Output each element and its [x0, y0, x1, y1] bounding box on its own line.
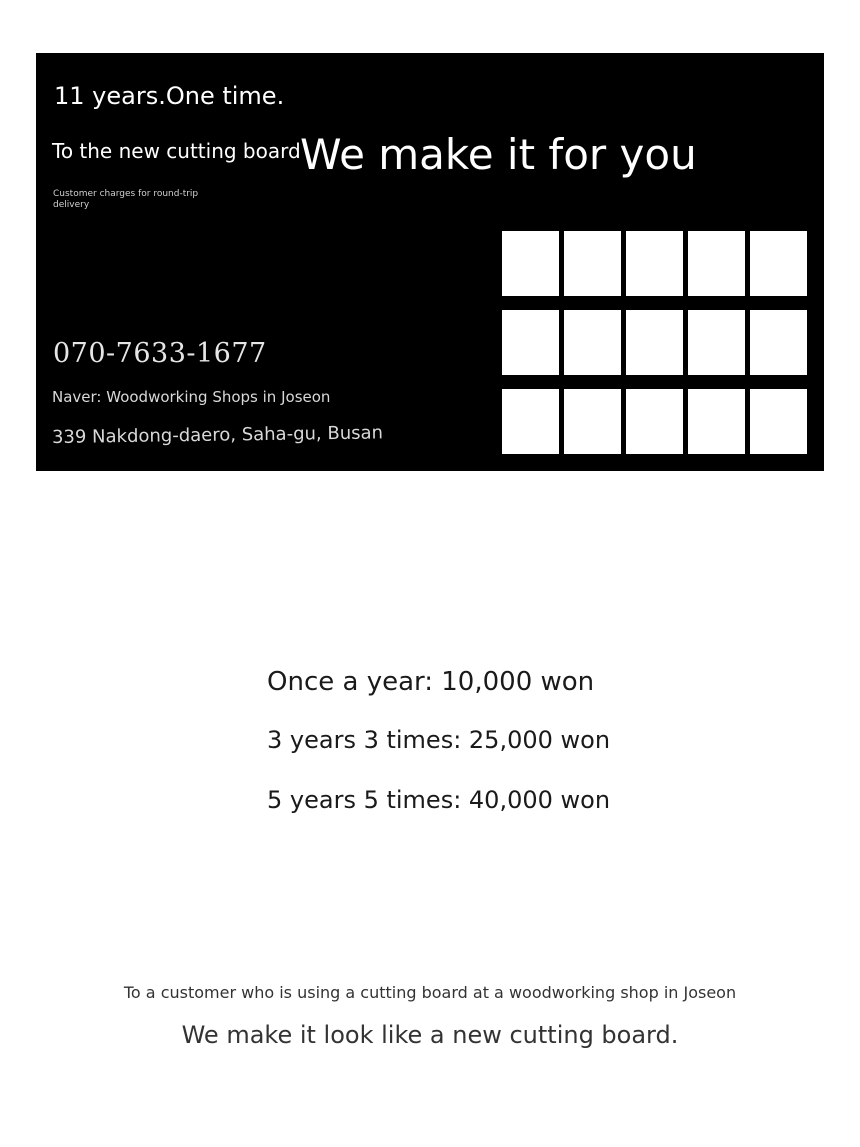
- closing-line-1: To a customer who is using a cutting board at a woodworking shop in Joseon: [123, 983, 737, 1002]
- naver-listing: Naver: Woodworking Shops in Joseon: [52, 388, 331, 406]
- stamp-box: [750, 231, 807, 296]
- stamp-box: [564, 310, 621, 375]
- stamp-box: [626, 310, 683, 375]
- stamp-box: [750, 389, 807, 454]
- stamp-box: [502, 310, 559, 375]
- tagline-years: 11 years.One time.: [54, 82, 285, 110]
- stamp-box: [750, 310, 807, 375]
- stamp-box: [688, 231, 745, 296]
- stamp-card: [36, 53, 824, 471]
- tagline-board: To the new cutting board: [52, 139, 301, 163]
- stamp-box: [688, 310, 745, 375]
- price-five-years: 5 years 5 times: 40,000 won: [267, 786, 611, 814]
- stamp-box: [688, 389, 745, 454]
- shop-address: 339 Nakdong-daero, Saha-gu, Busan: [51, 422, 384, 448]
- price-once-a-year: Once a year: 10,000 won: [267, 667, 595, 697]
- stamp-grid: [502, 231, 810, 454]
- price-three-years: 3 years 3 times: 25,000 won: [267, 726, 611, 754]
- stamp-box: [502, 231, 559, 296]
- stamp-box: [626, 389, 683, 454]
- stamp-box: [564, 231, 621, 296]
- stamp-box: [626, 231, 683, 296]
- card-headline: We make it for you: [300, 130, 697, 179]
- phone-number: 070-7633-1677: [53, 338, 267, 369]
- stamp-box: [502, 389, 559, 454]
- closing-line-2: We make it look like a new cutting board.: [181, 1021, 679, 1049]
- delivery-note: Customer charges for round-trip delivery: [53, 189, 199, 210]
- stamp-box: [564, 389, 621, 454]
